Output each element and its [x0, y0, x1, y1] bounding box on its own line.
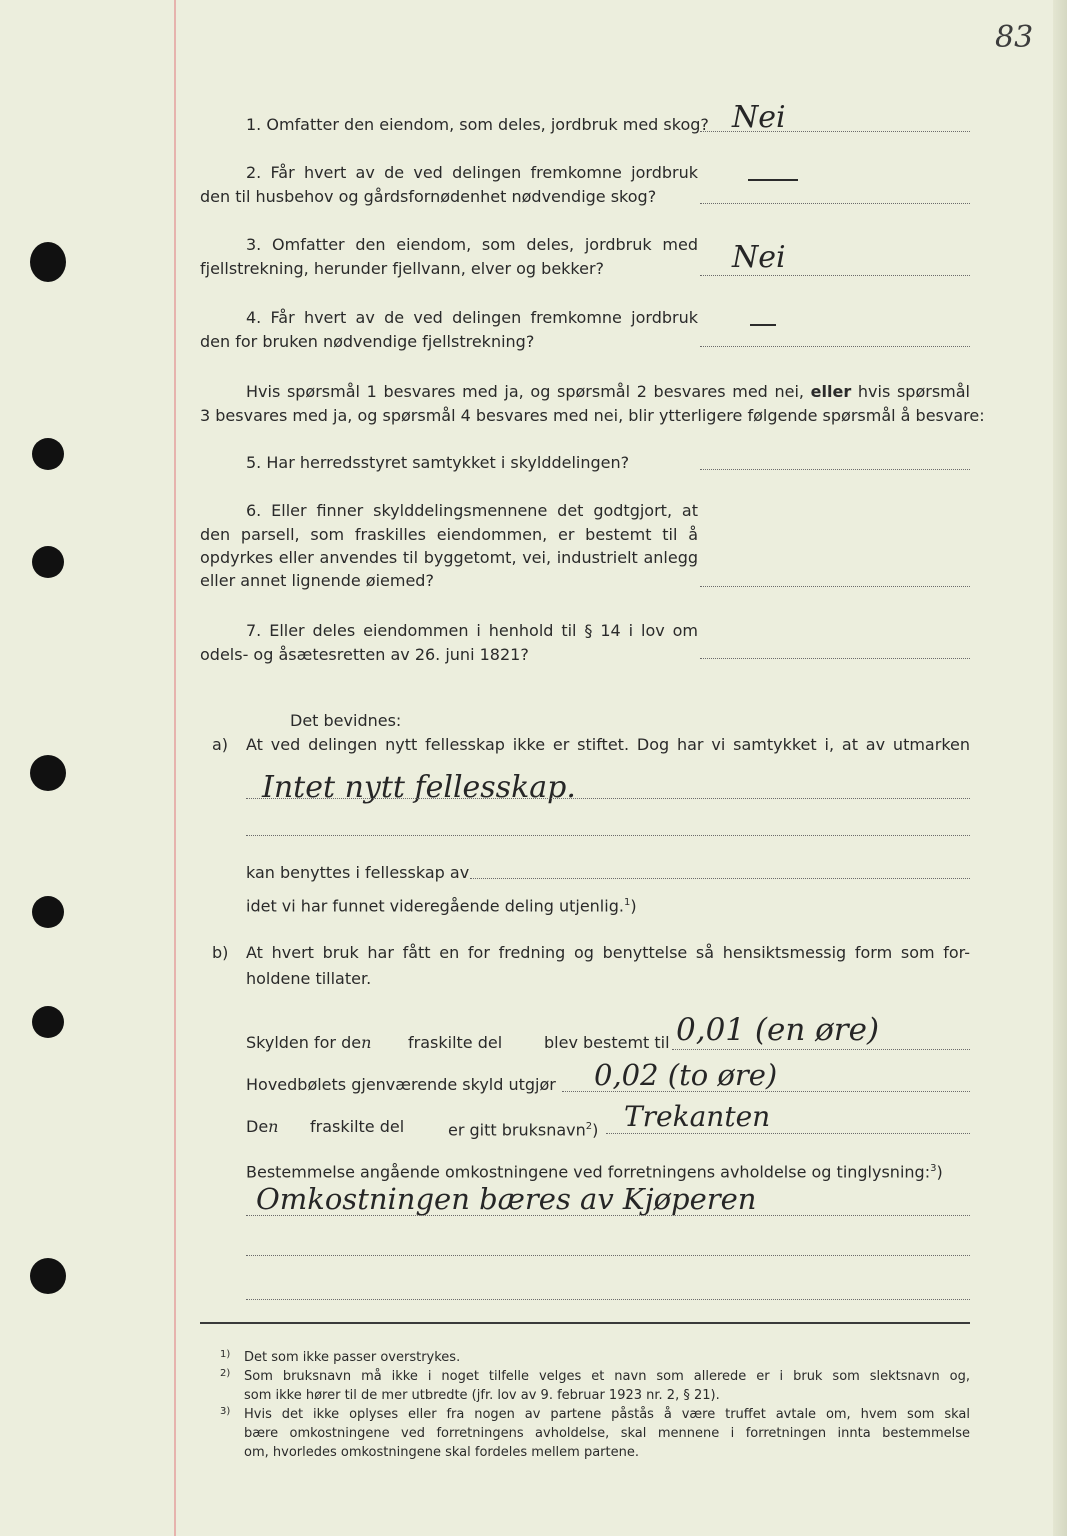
- handwritten-bestemmelse: Omkostningen bæres av Kjøperen: [256, 1182, 757, 1216]
- fill-line-bestemmelse-1: [246, 1214, 970, 1216]
- answer-dash-4: [750, 324, 776, 326]
- skyld-label-b: fraskilte del: [408, 1033, 503, 1052]
- answer-line-3: [700, 274, 970, 276]
- question-7-line-1: 7. Eller deles eiendommen i henhold til § 14 i lov om: [246, 621, 698, 640]
- footnote-separator: [200, 1322, 970, 1324]
- red-margin-line: [174, 0, 176, 1536]
- question-7-line-2: odels- og åsætesretten av 26. juni 1821?: [200, 645, 529, 664]
- question-4-line-1: 4. Får hvert av de ved delingen fremkomne jordbruk: [246, 308, 698, 327]
- skyld-label-c: blev bestemt til: [544, 1033, 670, 1052]
- question-2-line-2: den til husbehov og gårdsfornødenhet nødvendige skog?: [200, 187, 657, 206]
- punch-hole: [30, 242, 66, 282]
- fill-line-bestemmelse-3: [246, 1298, 970, 1300]
- bevidnes-heading: Det bevidnes:: [290, 711, 402, 730]
- punch-hole: [30, 1258, 66, 1294]
- handwritten-bruksnavn: Trekanten: [624, 1100, 771, 1133]
- answer-dash-2: [748, 179, 798, 181]
- fill-line-skyld: [672, 1048, 970, 1050]
- punch-hole: [30, 755, 66, 791]
- fill-line-hovedbol: [562, 1090, 970, 1092]
- punch-hole: [32, 438, 64, 470]
- answer-line-5: [700, 468, 970, 470]
- question-6-line-2: den parsell, som fraskilles eiendommen, er bestemt til å: [200, 525, 698, 544]
- footnote-2-mark: 2): [220, 1368, 231, 1379]
- condition-line-1: Hvis spørsmål 1 besvares med ja, og spørsmål 2 besvares med nei, eller hvis spørsmål: [246, 382, 970, 401]
- item-b-line-1: At hvert bruk har fått en for fredning og benyttelse så hensiktsmessig form som for-: [246, 943, 970, 962]
- fill-line-a1: [246, 797, 970, 799]
- page-number: 83: [995, 20, 1034, 55]
- question-4-line-2: den for bruken nødvendige fjellstrekning?: [200, 332, 535, 351]
- punch-hole: [32, 546, 64, 578]
- idet-text: idet vi har funnet videregående deling utjenlig.$^1$): [246, 896, 637, 916]
- item-b-label: b): [212, 943, 229, 962]
- fill-line-a2: [246, 834, 970, 836]
- page-edge: [1053, 0, 1067, 1536]
- question-5: 5. Har herredsstyret samtykket i skylddelingen?: [246, 453, 630, 472]
- item-a-label: a): [212, 735, 229, 754]
- item-a-text: At ved delingen nytt fellesskap ikke er stiftet. Dog har vi samtykket i, at av utmarken: [246, 735, 970, 754]
- question-2-line-1: 2. Får hvert av de ved delingen fremkomne jordbruk: [246, 163, 698, 182]
- skyld-label-a: Skylden for den: [246, 1033, 372, 1052]
- question-6-line-1: 6. Eller finner skylddelingsmennene det godtgjort, at: [246, 501, 698, 520]
- question-3-line-1: 3. Omfatter den eiendom, som deles, jordbruk med: [246, 235, 699, 254]
- fill-line-bestemmelse-2: [246, 1254, 970, 1256]
- handwritten-hovedbol: 0,02 (to øre): [594, 1058, 778, 1092]
- footnote-3-mark: 3): [220, 1406, 231, 1417]
- handwritten-skyld: 0,01 (en øre): [676, 1012, 880, 1048]
- felles-label: kan benyttes i fellesskap av: [246, 863, 470, 882]
- answer-line-2: [700, 202, 970, 204]
- fill-line-felles: [470, 877, 970, 879]
- answer-line-6: [700, 585, 970, 587]
- item-b-line-2: holdene tillater.: [246, 969, 372, 988]
- question-6-line-3: opdyrkes eller anvendes til byggetomt, vei, industrielt anlegg: [200, 548, 698, 567]
- footnote-2-line-1: Som bruksnavn må ikke i noget tilfelle velges et navn som allerede er i bruk som slektsnavn og,: [244, 1369, 970, 1384]
- footnote-3-line-2: bære omkostningene ved forretningens avholdelse, skal mennene i forretningen innta bestemmelse: [244, 1426, 970, 1441]
- hovedbol-label: Hovedbølets gjenværende skyld utgjør: [246, 1075, 556, 1094]
- navn-label-c: er gitt bruksnavn$^2$): [448, 1120, 599, 1140]
- answer-line-4: [700, 345, 970, 347]
- punch-hole: [32, 1006, 64, 1038]
- answer-line-7: [700, 657, 970, 659]
- question-1: 1. Omfatter den eiendom, som deles, jordbruk med skog?: [246, 115, 709, 134]
- fill-line-navn: [606, 1132, 970, 1134]
- handwritten-answer-3: Nei: [732, 240, 786, 275]
- condition-line-2: 3 besvares med ja, og spørsmål 4 besvares med nei, blir ytterligere følgende spørsmål å besvare:: [200, 406, 985, 425]
- question-6-line-4: eller annet lignende øiemed?: [200, 571, 434, 590]
- footnote-3-line-3: om, hvorledes omkostningene skal fordeles mellem partene.: [244, 1445, 639, 1460]
- navn-label-a: Den: [246, 1117, 279, 1136]
- navn-label-b: fraskilte del: [310, 1117, 405, 1136]
- footnote-1-mark: 1): [220, 1349, 231, 1360]
- bestemmelse-label: Bestemmelse angående omkostningene ved forretningens avholdelse og tinglysning:$^3$): [246, 1162, 943, 1182]
- question-3-line-2: fjellstrekning, herunder fjellvann, elver og bekker?: [200, 259, 605, 278]
- footnote-3-line-1: Hvis det ikke oplyses eller fra nogen av partene påstås å være truffet avtale om, hvem som skal: [244, 1407, 970, 1422]
- footnote-1-line-1: Det som ikke passer overstrykes.: [244, 1350, 461, 1365]
- handwritten-fellesskap: Intet nytt fellesskap.: [262, 770, 576, 805]
- punch-hole: [32, 896, 64, 928]
- footnote-2-line-2: som ikke hører til de mer utbredte (jfr. lov av 9. februar 1923 nr. 2, § 21).: [244, 1388, 720, 1403]
- handwritten-answer-1: Nei: [732, 100, 786, 135]
